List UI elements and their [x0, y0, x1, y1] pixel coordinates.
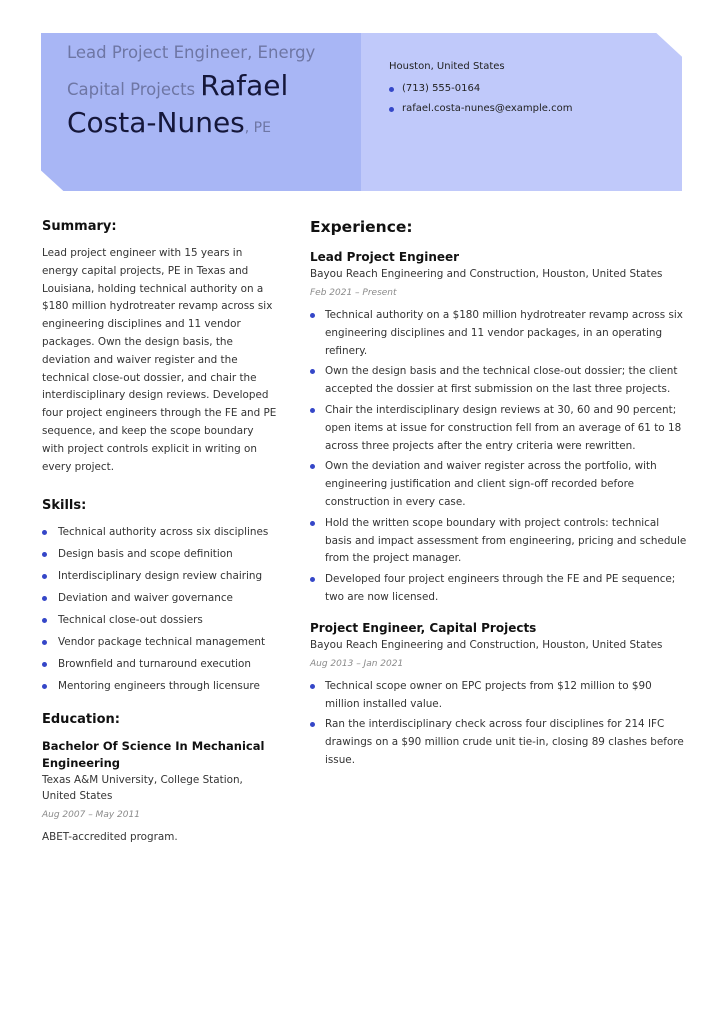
skill-item: Design basis and scope definition: [42, 546, 277, 562]
credential: , PE: [244, 120, 271, 136]
left-column: [42, 219, 277, 845]
job-entry: [310, 619, 688, 770]
job-entry: [310, 248, 688, 607]
skills-heading: Skills:: [42, 498, 87, 514]
skill-item: Brownfield and turnaround execution: [42, 656, 277, 672]
candidate-name: Rafael Costa-Nunes: [67, 69, 289, 139]
job-bullets: [310, 307, 688, 607]
education-note: ABET-accredited program.: [42, 831, 178, 844]
degree: Bachelor Of Science In Mechanical Engineering: [42, 739, 265, 771]
job-bullet: Own the design basis and the technical close-out dossier; the client accepted the dossier at first submission on the last three projects.: [310, 363, 688, 399]
institution: Texas A&M University, College Station, United States: [42, 774, 243, 803]
job-dates: Aug 2013 – Jan 2021: [310, 658, 404, 669]
skills-list: [42, 524, 277, 694]
education-heading: Education:: [42, 712, 120, 728]
job-bullet: Technical scope owner on EPC projects from $12 million to $90 million installed value.: [310, 678, 688, 714]
job-company: Bayou Reach Engineering and Construction, Houston, United States: [310, 268, 663, 280]
job-bullet: Technical authority on a $180 million hydrotreater revamp across six engineering disciplines and 11 vendor packages, in an operating refinery.: [310, 307, 688, 360]
location: Houston, United States: [389, 61, 505, 72]
right-column: [310, 218, 688, 773]
skill-item: Technical authority across six disciplines: [42, 524, 277, 540]
job-bullets: [310, 678, 688, 770]
job-bullet: Hold the written scope boundary with project controls: technical basis and impact assessment from engineering, pricing and schedule from the project manager.: [310, 515, 688, 568]
job-bullet: Chair the interdisciplinary design reviews at 30, 60 and 90 percent; open items at issue for construction fell from an average of 61 to 18 across three projects after the entry criteria were rewritten.: [310, 402, 688, 455]
education-section: [42, 712, 277, 845]
phone: (713) 555-0164: [389, 83, 572, 94]
email: rafael.costa-nunes@example.com: [389, 103, 572, 114]
job-company: Bayou Reach Engineering and Construction, Houston, United States: [310, 638, 663, 651]
skill-item: Mentoring engineers through licensure: [42, 678, 277, 694]
skill-item: Deviation and waiver governance: [42, 590, 277, 606]
skill-item: Interdisciplinary design review chairing: [42, 568, 277, 584]
skills-section: [42, 498, 277, 694]
job-dates: Feb 2021 – Present: [310, 288, 397, 298]
education-dates: Aug 2007 – May 2011: [42, 810, 140, 821]
summary-section: [42, 219, 277, 476]
experience-heading: Experience:: [310, 218, 413, 236]
job-role: Lead Project Engineer: [310, 250, 460, 264]
job-bullet: Own the deviation and waiver register across the portfolio, with engineering justification and client sign-off recorded before construction in every case.: [310, 458, 688, 511]
job-bullet: Developed four project engineers through the FE and PE sequence; two are now licensed.: [310, 571, 688, 607]
contact-info: [389, 61, 572, 123]
job-role: Project Engineer, Capital Projects: [310, 620, 537, 635]
summary-text: Lead project engineer with 15 years in energy capital projects, PE in Texas and Louisiana, holding technical authority on a $180 million hydrotreater revamp across six engineering disciplines and 11 vendor packages. Own the design basis, the deviation and waiver register and the technical close-out dossier, and chair the interdisciplinary design reviews. Developed four project engineers through the FE and PE sequence, and keep the scope boundary with project controls explicit in writing on every project.: [42, 247, 277, 473]
title-block: [67, 36, 357, 139]
job-bullet: Ran the interdisciplinary check across four disciplines for 214 IFC drawings on a $90 million crude unit tie-in, closing 89 clashes before issue.: [310, 716, 688, 769]
skill-item: Vendor package technical management: [42, 634, 277, 650]
job-title: Lead Project Engineer, Energy Capital Projects: [67, 43, 316, 99]
skill-item: Technical close-out dossiers: [42, 612, 277, 628]
summary-heading: Summary:: [42, 219, 117, 234]
